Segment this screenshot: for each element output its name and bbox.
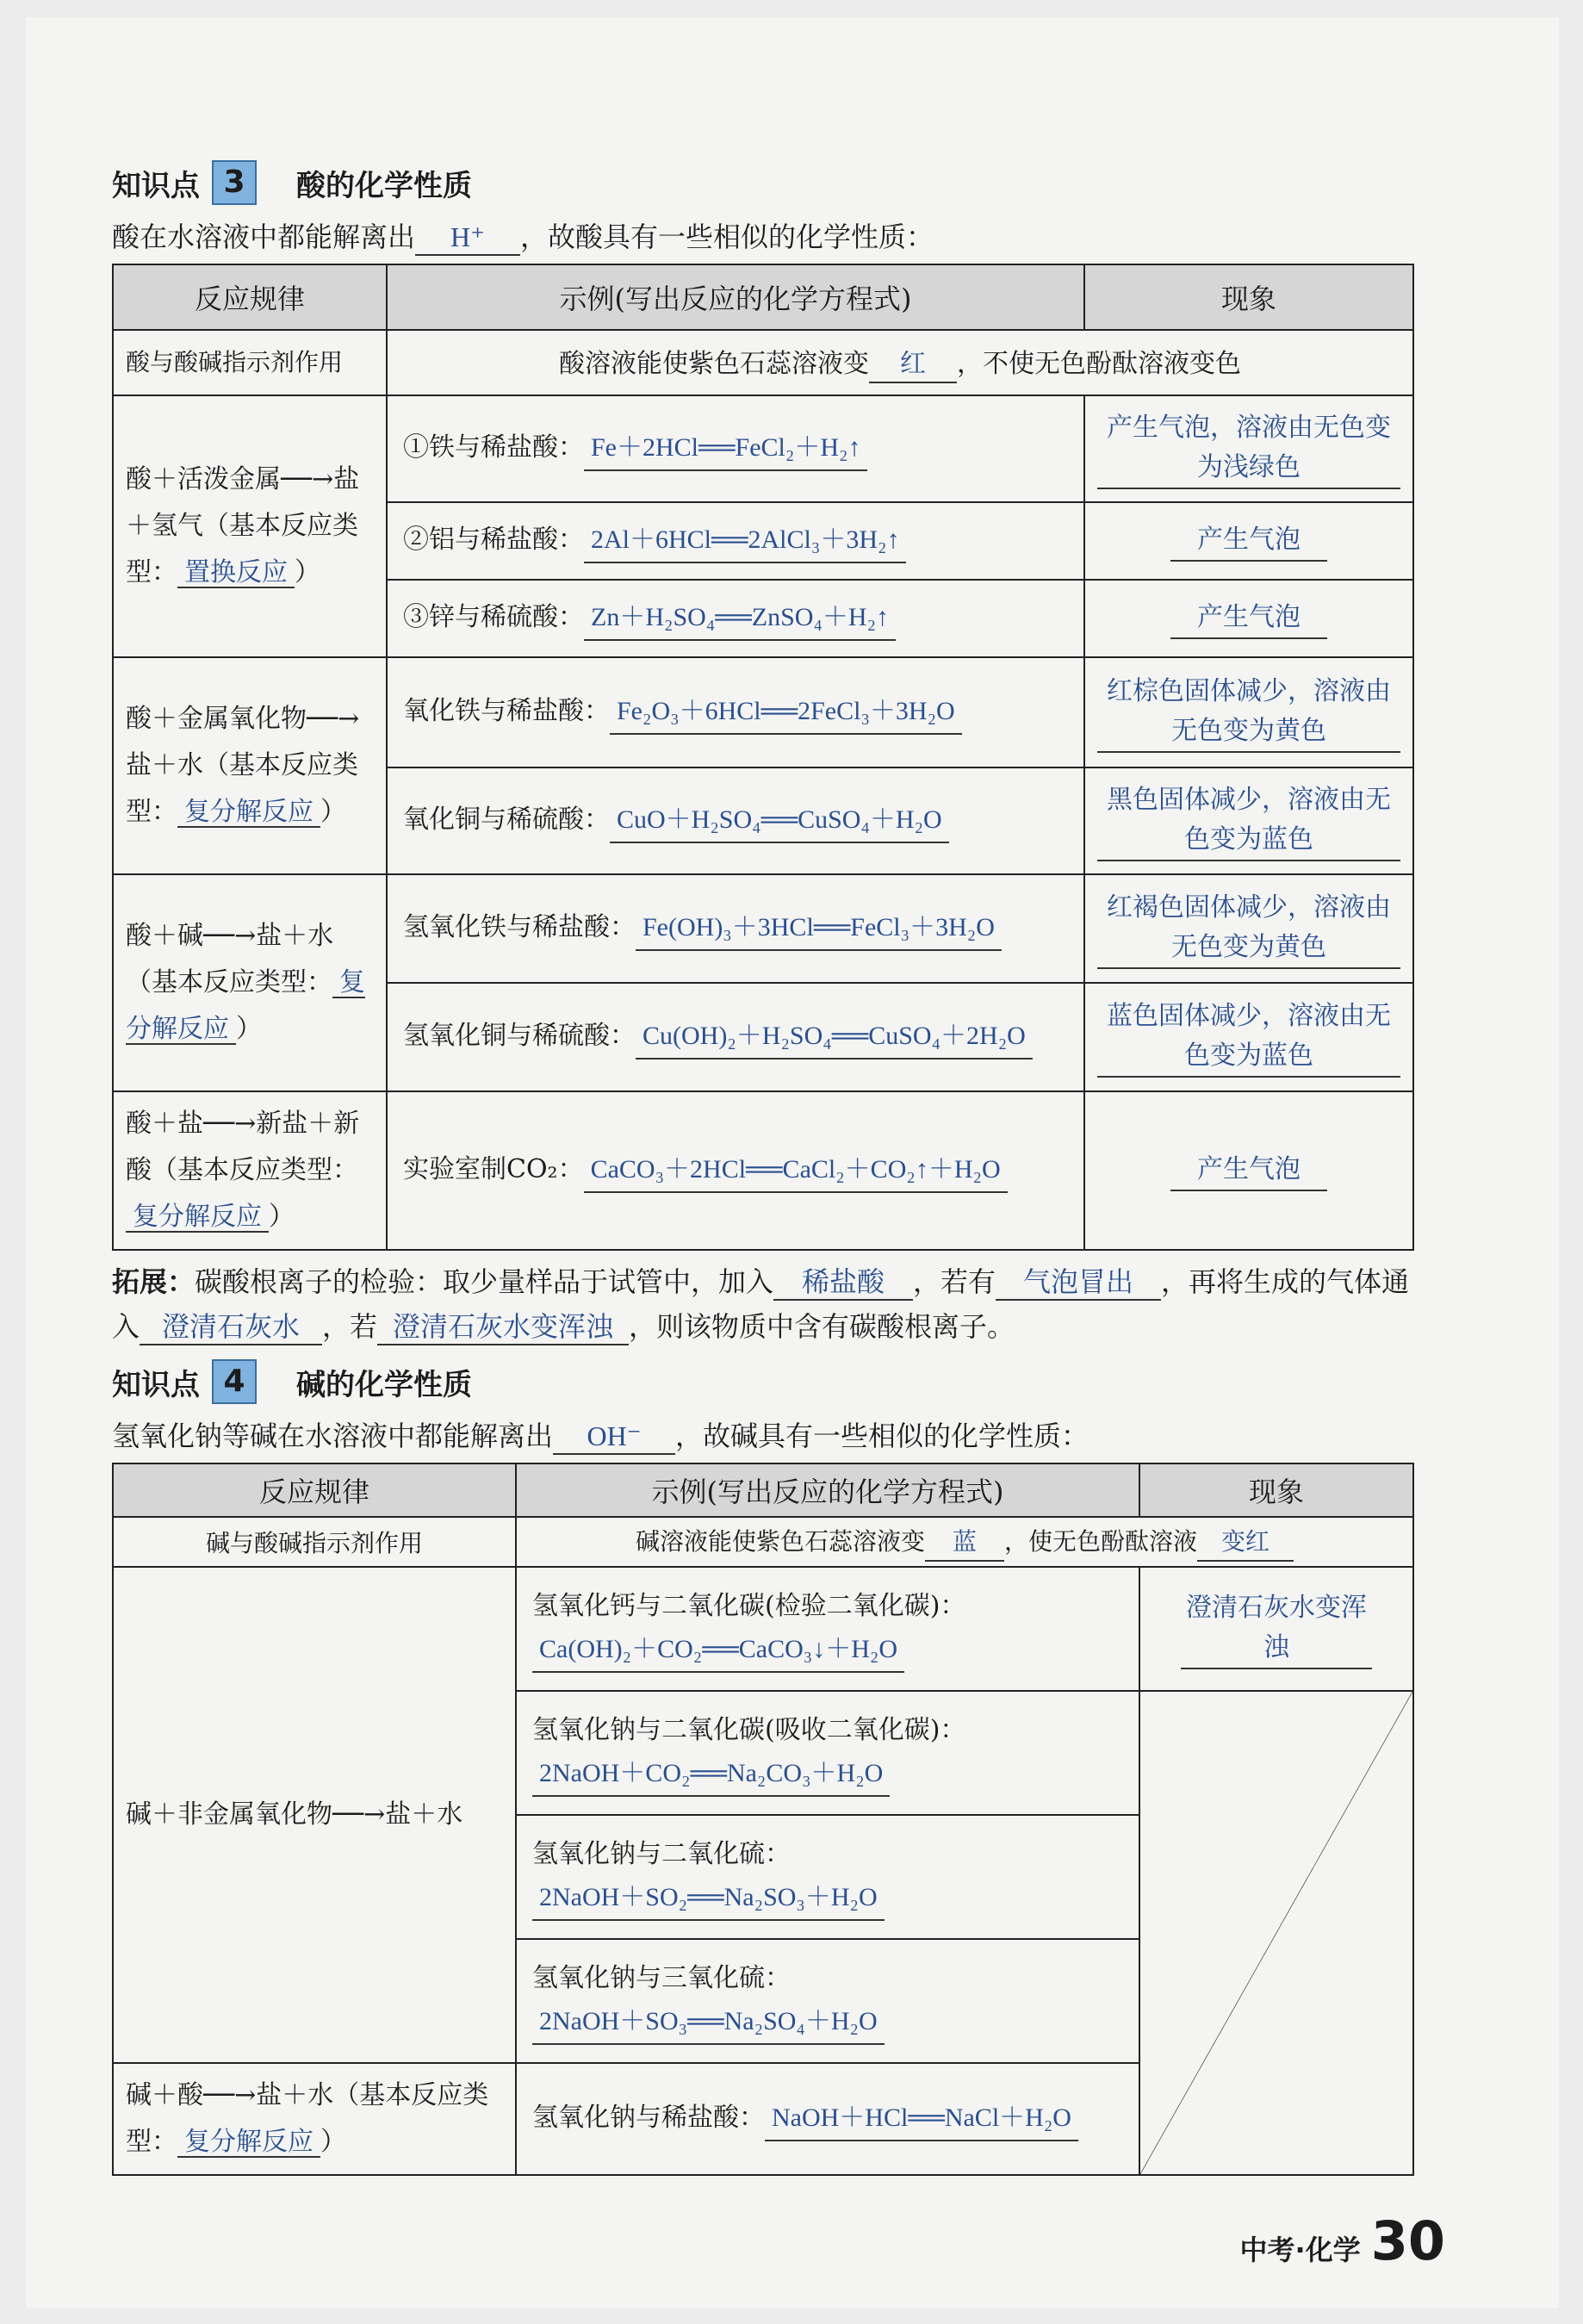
rule-cell: 碱＋非金属氧化物──→盐＋水 [113,1567,516,2063]
example-label: 氧化铁与稀盐酸： [403,696,610,726]
equation: Zn＋H₂SO₄══ZnSO₄＋H₂↑ [584,596,896,641]
equation: CaCO₃＋2HCl══CaCl₂＋CO₂↑＋H₂O [584,1148,1008,1193]
equation: 2NaOH＋CO₂══Na₂CO₃＋H₂O [532,1752,890,1797]
section3-intro [112,210,1412,264]
intro-text: 酸在水溶液中都能解离出 [112,221,416,253]
equation: 2NaOH＋SO₃══Na₂SO₄＋H₂O [532,2000,885,2045]
rule-cell: 酸与酸碱指示剂作用 [113,330,387,395]
rule-cell [113,1091,387,1250]
rule-answer: 复分解反应 [126,1202,269,1233]
example-label: 氢氧化钠与三氧化硫： [532,1963,791,1993]
example-cell [387,395,1084,502]
phenomenon-answer: 产生气泡 [1170,520,1327,562]
rule-answer: 置换反应 [177,558,295,588]
extension-answer: 澄清石灰水 [140,1309,322,1345]
example-cell [516,2063,1139,2175]
acid-table-header [113,264,1413,330]
section3-label: 知识点 [112,168,200,203]
extension-text: 碳酸根离子的检验：取少量样品于试管中，加入 [195,1265,774,1298]
indicator-text: ，使无色酚酞溶液 [1004,1526,1198,1556]
phenomenon-answer: 澄清石灰水变浑浊 [1181,1588,1372,1669]
example-label: 氧化铜与稀硫酸： [403,805,610,835]
example-cell [516,1815,1139,1939]
extension-text: ，若有 [913,1265,996,1298]
section3-heading [112,155,1412,210]
page-number: 30 [1370,2209,1445,2272]
rule-cell [113,657,387,874]
header-phenomenon: 现象 [1084,264,1413,330]
extension-text: ，则该物质中含有碳酸根离子。 [629,1310,1015,1343]
example-label: 实验室制CO₂： [403,1154,584,1184]
rule-text-after: ） [320,2127,346,2157]
header-rule: 反应规律 [113,264,387,330]
example-cell [387,767,1084,874]
table-row [113,395,1413,502]
section4-label: 知识点 [112,1367,200,1402]
table-row [113,1091,1413,1250]
equation: 2NaOH＋SO₂══Na₂SO₃＋H₂O [532,1876,885,1921]
acid-indicator-row [113,330,1413,395]
rule-text-after: ） [236,1014,262,1044]
phenomenon-answer: 产生气泡 [1170,598,1327,639]
extension-label: 拓展： [112,1265,196,1298]
rule-text: 酸＋碱──→盐＋水（基本反应类型： [126,921,334,997]
equation: NaOH＋HCl══NaCl＋H₂O [765,2097,1078,2141]
phenomenon-cell [1084,874,1413,983]
example-label: 氢氧化钙与二氧化碳(检验二氧化碳)： [532,1591,966,1621]
extension-text: ，若 [322,1310,378,1343]
page-footer [1240,2209,1445,2272]
base-indicator-row [113,1517,1413,1567]
example-label: 氢氧化钠与稀盐酸： [532,2103,765,2133]
phenomenon-cell [1139,1567,1413,1691]
equation: 2Al＋6HCl══2AlCl₃＋3H₂↑ [584,519,906,563]
phenomenon-answer: 产生气泡，溶液由无色变为浅绿色 [1097,408,1400,489]
phenomenon-cell [1084,657,1413,767]
extension-answer: 稀盐酸 [773,1265,913,1301]
phenomenon-cell [1084,580,1413,657]
table-row [113,657,1413,767]
section4-intro [112,1409,1412,1463]
phenomenon-answer: 红褐色固体减少，溶液由无色变为黄色 [1097,888,1400,969]
phenomenon-cell [1084,395,1413,502]
equation: Ca(OH)₂＋CO₂══CaCO₃↓＋H₂O [532,1628,904,1673]
acid-table [112,264,1414,1251]
indicator-text-after: ，不使无色酚酞溶液变色 [957,349,1241,379]
extension-answer: 气泡冒出 [996,1265,1161,1301]
extension-text: ，再将生成的气体通入 [112,1265,1410,1343]
example-cell [387,1091,1084,1250]
example-label: 氢氧化钠与二氧化碳(吸收二氧化碳)： [532,1715,966,1745]
content [112,155,1412,2176]
intro-answer: OH⁻ [553,1419,675,1455]
phenomenon-answer: 红棕色固体减少，溶液由无色变为黄色 [1097,672,1400,753]
rule-text-after: ） [320,797,346,827]
section4-title: 碱的化学性质 [296,1367,472,1402]
rule-cell [113,395,387,657]
footer-text: 中考·化学 [1239,2234,1361,2266]
rule-cell [113,874,387,1091]
table-row [113,874,1413,983]
equation: Fe₂O₃＋6HCl══2FeCl₃＋3H₂O [610,690,962,735]
header-example: 示例(写出反应的化学方程式) [387,264,1084,330]
intro-text-after: ，故碱具有一些相似的化学性质： [675,1420,1089,1452]
diagonal-cell [1139,1691,1413,2175]
rule-answer: 复分解反应 [177,2128,320,2158]
example-label: ③锌与稀硫酸： [403,602,584,632]
indicator-cell [516,1517,1413,1567]
extension [112,1259,1412,1349]
equation: Cu(OH)₂＋H₂SO₄══CuSO₄＋2H₂O [636,1015,1033,1059]
intro-text-after: ，故酸具有一些相似的化学性质： [520,221,934,253]
header-example: 示例(写出反应的化学方程式) [516,1463,1139,1517]
section4-number: 4 [212,1359,257,1404]
indicator-answer: 蓝 [925,1526,1004,1562]
example-cell [387,657,1084,767]
phenomenon-cell [1084,983,1413,1091]
example-cell [387,502,1084,580]
example-cell [387,983,1084,1091]
intro-text: 氢氧化钠等碱在水溶液中都能解离出 [112,1420,554,1452]
phenomenon-answer: 产生气泡 [1170,1150,1327,1191]
example-label: 氢氧化钠与二氧化硫： [532,1839,791,1869]
base-table [112,1463,1414,2176]
phenomenon-cell [1084,767,1413,874]
diagonal-line [1140,1692,1412,2174]
example-cell [387,874,1084,983]
base-table-header [113,1463,1413,1517]
indicator-text: 碱溶液能使紫色石蕊溶液变 [635,1526,925,1556]
rule-text: 碱＋酸──→盐＋水（基本反应类型： [126,2080,489,2157]
intro-answer: H⁺ [415,220,520,256]
rule-cell [113,2063,516,2175]
header-rule: 反应规律 [113,1463,516,1517]
extension-answer: 澄清石灰水变浑浊 [377,1309,629,1345]
rule-text-after: ） [269,1202,295,1232]
section3-number: 3 [212,160,257,205]
example-cell [387,580,1084,657]
header-phenomenon: 现象 [1139,1463,1413,1517]
table-row [113,1567,1413,1691]
indicator-answer: 红 [869,347,957,383]
indicator-cell [387,330,1413,395]
phenomenon-answer: 黑色固体减少，溶液由无色变为蓝色 [1097,780,1400,861]
rule-cell: 碱与酸碱指示剂作用 [113,1517,516,1567]
phenomenon-cell [1084,502,1413,580]
phenomenon-cell [1084,1091,1413,1250]
example-label: ②铝与稀盐酸： [403,525,584,555]
example-cell [516,1939,1139,2063]
example-cell [516,1691,1139,1815]
example-cell [516,1567,1139,1691]
rule-text: 酸＋活泼金属──→盐＋氢气（基本反应类型： [126,464,360,587]
equation: Fe＋2HCl══FeCl₂＋H₂↑ [584,426,867,471]
indicator-answer: 变红 [1197,1526,1294,1562]
example-label: ①铁与稀盐酸： [403,432,584,463]
phenomenon-answer: 蓝色固体减少，溶液由无色变为蓝色 [1097,997,1400,1078]
indicator-text: 酸溶液能使紫色石蕊溶液变 [559,349,869,379]
rule-text: 酸＋金属氧化物──→盐＋水（基本反应类型： [126,704,360,827]
rule-answer: 复分解反应 [177,798,320,828]
equation: Fe(OH)₃＋3HCl══FeCl₃＋3H₂O [636,906,1002,951]
section3-title: 酸的化学性质 [296,168,472,203]
rule-text-after: ） [295,557,320,587]
example-label: 氢氧化铁与稀盐酸： [403,912,636,942]
example-label: 氢氧化铜与稀硫酸： [403,1021,636,1051]
equation: CuO＋H₂SO₄══CuSO₄＋H₂O [610,798,949,843]
rule-text: 酸＋盐──→新盐＋新酸（基本反应类型： [126,1109,360,1185]
section4-heading [112,1354,1412,1409]
rule-answer: 复分解反应 [126,968,365,1043]
